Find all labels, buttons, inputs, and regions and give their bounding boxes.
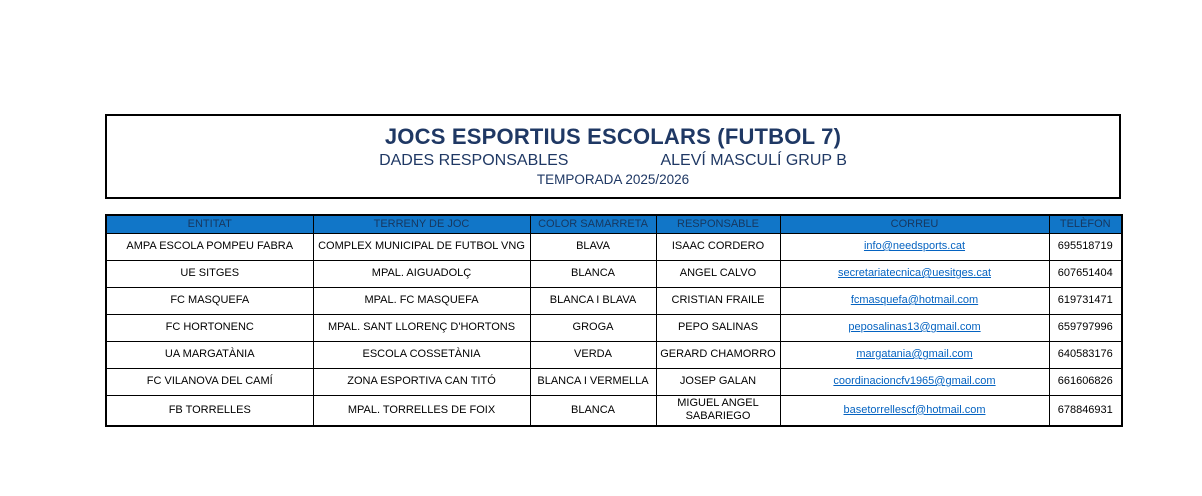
title-box [105, 114, 1121, 199]
email-link[interactable]: margatania@gmail.com [856, 347, 973, 360]
color-cell: VERDA [530, 341, 656, 368]
responsable-cell: GERARD CHAMORRO [656, 341, 780, 368]
column-header-color-samarreta: COLOR SAMARRETA [530, 215, 656, 233]
responsables-table-wrap [105, 214, 1121, 427]
table-row [106, 233, 1122, 260]
terreny-cell: MPAL. TORRELLES DE FOIX [313, 395, 530, 426]
telefon-cell: 619731471 [1049, 287, 1122, 314]
telefon-cell: 640583176 [1049, 341, 1122, 368]
terreny-cell: MPAL. FC MASQUEFA [313, 287, 530, 314]
table-row [106, 287, 1122, 314]
color-cell: BLANCA I BLAVA [530, 287, 656, 314]
telefon-cell: 661606826 [1049, 368, 1122, 395]
entitat-cell: FC HORTONENC [106, 314, 313, 341]
correu-cell [780, 260, 1049, 287]
subtitle-group-label: ALEVÍ MASCULÍ GRUP B [660, 151, 847, 169]
page-title: JOCS ESPORTIUS ESCOLARS (FUTBOL 7) [384, 124, 842, 150]
entitat-cell: FB TORRELLES [106, 395, 313, 426]
column-header-telefon: TELÈFON [1049, 215, 1122, 233]
terreny-cell: MPAL. AIGUADOLÇ [313, 260, 530, 287]
entitat-cell: UA MARGATÀNIA [106, 341, 313, 368]
header-row [106, 215, 1122, 233]
column-header-entitat: ENTITAT [106, 215, 313, 233]
table-row [106, 260, 1122, 287]
email-link[interactable]: coordinacioncfv1965@gmail.com [833, 374, 996, 387]
table-row [106, 341, 1122, 368]
telefon-cell: 678846931 [1049, 395, 1122, 426]
color-cell: BLAVA [530, 233, 656, 260]
entitat-cell: UE SITGES [106, 260, 313, 287]
table-row [106, 314, 1122, 341]
season-label: TEMPORADA 2025/2026 [536, 172, 690, 188]
responsable-cell: ANGEL CALVO [656, 260, 780, 287]
subtitle-row [107, 152, 1119, 170]
responsables-table [105, 214, 1123, 427]
correu-cell [780, 395, 1049, 426]
terreny-cell: ESCOLA COSSETÀNIA [313, 341, 530, 368]
correu-cell [780, 341, 1049, 368]
telefon-cell: 659797996 [1049, 314, 1122, 341]
color-cell: BLANCA [530, 260, 656, 287]
email-link[interactable]: info@needsports.cat [863, 239, 966, 252]
entitat-cell: AMPA ESCOLA POMPEU FABRA [106, 233, 313, 260]
column-header-correu: CORREU [780, 215, 1049, 233]
email-link[interactable]: basetorrellescf@hotmail.com [843, 403, 986, 416]
correu-cell [780, 314, 1049, 341]
correu-cell [780, 233, 1049, 260]
entitat-cell: FC VILANOVA DEL CAMÍ [106, 368, 313, 395]
responsable-cell: PEPO SALINAS [656, 314, 780, 341]
color-cell: BLANCA I VERMELLA [530, 368, 656, 395]
color-cell: GROGA [530, 314, 656, 341]
responsable-cell: JOSEP GALAN [656, 368, 780, 395]
terreny-cell: MPAL. SANT LLORENÇ D'HORTONS [313, 314, 530, 341]
table-row [106, 395, 1122, 426]
terreny-cell: COMPLEX MUNICIPAL DE FUTBOL VNG [313, 233, 530, 260]
table-row [106, 368, 1122, 395]
terreny-cell: ZONA ESPORTIVA CAN TITÓ [313, 368, 530, 395]
responsable-cell: MIGUEL ANGEL SABARIEGO [656, 395, 780, 426]
entitat-cell: FC MASQUEFA [106, 287, 313, 314]
responsable-cell: CRISTIAN FRAILE [656, 287, 780, 314]
telefon-cell: 695518719 [1049, 233, 1122, 260]
email-link[interactable]: secretariatecnica@uesitges.cat [837, 266, 992, 279]
telefon-cell: 607651404 [1049, 260, 1122, 287]
responsable-cell: ISAAC CORDERO [656, 233, 780, 260]
color-cell: BLANCA [530, 395, 656, 426]
correu-cell [780, 368, 1049, 395]
subtitle-dades-responsables: DADES RESPONSABLES [379, 151, 569, 169]
correu-cell [780, 287, 1049, 314]
column-header-responsable: RESPONSABLE [656, 215, 780, 233]
email-link[interactable]: fcmasquefa@hotmail.com [850, 293, 979, 306]
email-link[interactable]: peposalinas13@gmail.com [848, 320, 981, 333]
column-header-terreny-de-joc: TERRENY DE JOC [313, 215, 530, 233]
